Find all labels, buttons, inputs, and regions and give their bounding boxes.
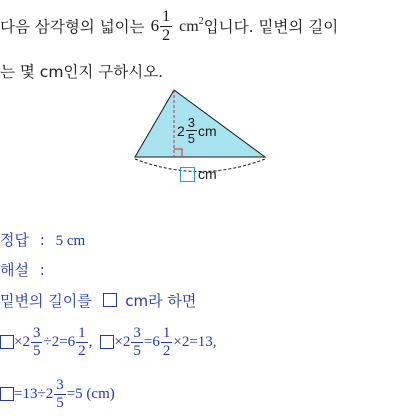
eq3-denominator: 5 <box>56 394 64 411</box>
eq3-part-a: =13÷2 <box>14 385 54 402</box>
area-unit <box>179 16 204 36</box>
eq1-part-b: ÷2=6 <box>43 333 76 350</box>
answer-colon: : <box>39 231 45 249</box>
height-label <box>177 116 217 145</box>
eq1-part-a: ×2 <box>14 333 30 350</box>
eq2-denominator-2: 2 <box>162 342 171 359</box>
eq2-part-b: =6 <box>143 333 160 350</box>
unknown-box <box>0 387 14 401</box>
area-fraction <box>160 9 172 44</box>
area-unit-base: cm <box>179 18 199 35</box>
eq3-numerator: 3 <box>56 376 64 393</box>
height-numerator: 3 <box>187 115 196 130</box>
eq3-part-b: =5 (cm) <box>66 385 115 402</box>
area-numerator: 1 <box>162 7 171 25</box>
explanation-label-line <box>0 259 45 280</box>
height-fraction <box>186 116 197 145</box>
eq1-numerator-2: 1 <box>78 324 86 341</box>
unknown-box <box>0 335 14 349</box>
eq2-numerator-1: 3 <box>133 324 141 341</box>
question-line-1 <box>0 6 338 46</box>
question-suffix: 입니다. 밑변의 길이 <box>203 18 339 36</box>
base-label <box>180 166 217 182</box>
intro-suffix: cm라 하면 <box>125 292 197 310</box>
eq1-denominator-2: 2 <box>78 342 86 359</box>
unknown-box <box>103 293 117 307</box>
answer-line <box>0 229 85 250</box>
eq2-part-c: ×2=13, <box>173 333 217 350</box>
intro-prefix: 밑변의 길이를 <box>0 292 92 310</box>
eq2-denominator-1: 5 <box>133 342 141 359</box>
base-box <box>180 167 195 182</box>
answer-label: 정답 <box>0 231 29 249</box>
answer-value: 5 cm <box>55 233 86 249</box>
eq1-separator: , <box>88 333 93 350</box>
equation-line-2 <box>0 374 115 414</box>
eq2-fraction-1 <box>131 326 143 359</box>
eq1-numerator-1: 3 <box>32 324 41 341</box>
eq1-fraction-1 <box>31 326 43 359</box>
eq3-fraction <box>54 378 66 411</box>
area-whole: 6 <box>150 16 160 35</box>
explanation-label: 해설 <box>0 261 29 279</box>
height-denominator: 5 <box>187 131 196 146</box>
eq1-denominator-1: 5 <box>32 342 41 359</box>
solution-intro-line <box>0 290 196 311</box>
height-whole: 2 <box>177 122 185 139</box>
eq2-part-a: ×2 <box>114 333 131 350</box>
area-unit-exponent: 2 <box>198 16 204 27</box>
question-line-2 <box>0 60 163 82</box>
base-unit: cm <box>198 166 217 182</box>
equation-line-1 <box>0 322 217 362</box>
eq2-numerator-2: 1 <box>162 324 171 341</box>
eq2-fraction-2 <box>161 326 173 359</box>
question-line-2-text: 는 몇 cm인지 구하시오. <box>0 63 164 81</box>
area-denominator: 2 <box>162 26 171 44</box>
question-prefix: 다음 삼각형의 넓이는 <box>0 18 145 36</box>
height-unit: cm <box>198 122 217 139</box>
explanation-colon: : <box>39 261 45 279</box>
unknown-box <box>100 335 114 349</box>
eq1-fraction-2 <box>76 326 88 359</box>
